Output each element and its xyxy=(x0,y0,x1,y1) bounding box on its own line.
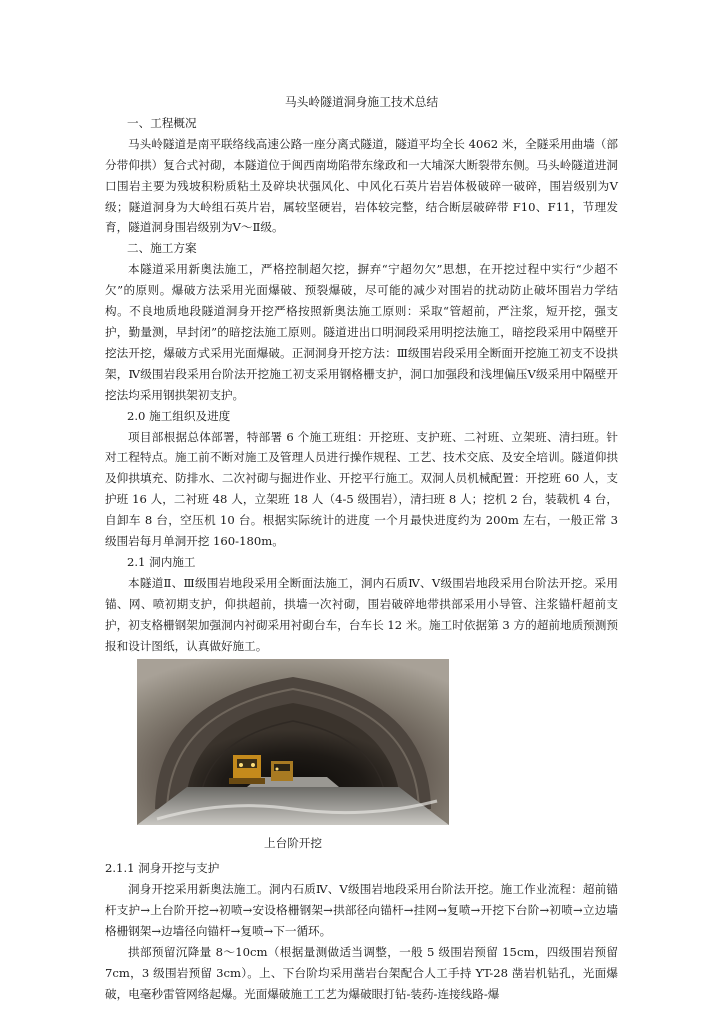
paragraph-organization: 项目部根据总体部署，特部署 6 个施工班组：开挖班、支护班、二衬班、立架班、清扫班。针对工程特点。施工前不断对施工及管理人员进行操作规程、工艺、技术交底、及安全培训。隧道仰拱及仰拱填充、防排水、二次衬砌与掘进作业、开挖平行施工。双洞人员机械配置：开挖班 60 人，支护班 16 人，二衬班 48 人，立架班 18 人（4-5 级围岩），清扫班 8 人；挖机 2 台，装载机 4 台，自卸车 8 台，空压机 10 台。根据实际统计的进度 一个月最快进度约为 200m 左右，一般正常 3 级围岩每月单洞开挖 160-180m。 xyxy=(105,429,618,549)
section-heading-excavation-support: 2.1.1 洞身开挖与支护 xyxy=(105,861,220,876)
paragraph-overview: 马头岭隧道是南平联络线高速公路一座分离式隧道，隧道平均全长 4062 米，全隧采用曲墙（部分带仰拱）复合式衬砌，本隧道位于闽西南坳陷带东缘政和一大埔深大断裂带东侧。马头岭隧道进洞口围岩主要为残坡积粉质粘土及碎块状强风化、中风化石英片岩岩体极破碎一破碎，围岩级别为Ⅴ级；隧道洞身为大岭组石英片岩，属较坚硬岩，岩体较完整，结合断层破碎带 F10、F11，节理发育，隧道洞身围岩级别为Ⅴ～Ⅱ级。 xyxy=(105,136,618,235)
section-heading-overview: 一、工程概况 xyxy=(127,115,197,130)
section-heading-plan: 二、施工方案 xyxy=(127,241,197,256)
section-heading-organization: 2.0 施工组织及进度 xyxy=(127,408,231,423)
figure-caption: 上台阶开挖 xyxy=(264,836,322,851)
paragraph-tunnel-construction: 本隧道Ⅱ、Ⅲ级围岩地段采用全断面法施工，洞内石质Ⅳ、Ⅴ级围岩地段采用台阶法开挖。采用锚、网、喷初期支护，仰拱超前，拱墙一次衬砌，围岩破碎地带拱部采用小导管、注浆锚杆超前支护，初支格栅钢架加强洞内衬砌采用衬砌台车，台车长 12 米。施工时依据第 3 方的超前地质预测预报和设计图纸，认真做好施工。 xyxy=(105,575,618,653)
figure xyxy=(137,659,449,854)
section-heading-tunnel-construction: 2.1 洞内施工 xyxy=(127,554,196,569)
tunnel-photo xyxy=(137,659,449,825)
paragraph-settlement-blasting: 拱部预留沉降量 8～10cm（根据量测做适当调整，一般 5 级围岩预留 15cm，四级围岩预留 7cm，3 级围岩预留 3cm）。上、下台阶均采用凿岩台架配合人工手持 YT-28 凿岩机钻孔，光面爆破，电毫秒雷管网络起爆。光面爆破施工工艺为爆破眼打钻-装药-连接线路-爆 xyxy=(105,945,618,1001)
paragraph-excavation-process: 洞身开挖采用新奥法施工。洞内石质Ⅳ、Ⅴ级围岩地段采用台阶法开挖。施工作业流程：超前锚杆支护→上台阶开挖→初喷→安设格栅钢架→拱部径向锚杆→挂网→复喷→开挖下台阶→初喷→立边墙格栅钢架→边墙径向锚杆→复喷→下一循环。 xyxy=(105,882,618,939)
paragraph-plan: 本隧道采用新奥法施工，严格控制超欠挖，摒弃“宁超勿欠”思想，在开挖过程中实行“少超不欠”的原则。爆破方法采用光面爆破、预裂爆破，尽可能的减少对围岩的扰动防止破坏围岩力学结构。不良地质地段隧道洞身开挖严格按照新奥法施工原则：采取“管超前，严注浆，短开挖，强支护，勤量测，早封闭”的暗挖法施工原则。隧道进出口明洞段采用明挖法施工，暗挖段采用中隔壁开挖法开挖，爆破方式采用光面爆破。正洞洞身开挖方法：Ⅲ级围岩段采用全断面开挖施工初支不设拱架，Ⅳ级围岩段采用台阶法开挖施工初支采用钢格栅支护，洞口加强段和浅埋偏压Ⅴ级采用中隔壁开挖法均采用钢拱架初支护。 xyxy=(105,262,618,402)
document-title: 马头岭隧道洞身施工技术总结 xyxy=(284,95,439,109)
document-body xyxy=(105,92,618,1005)
